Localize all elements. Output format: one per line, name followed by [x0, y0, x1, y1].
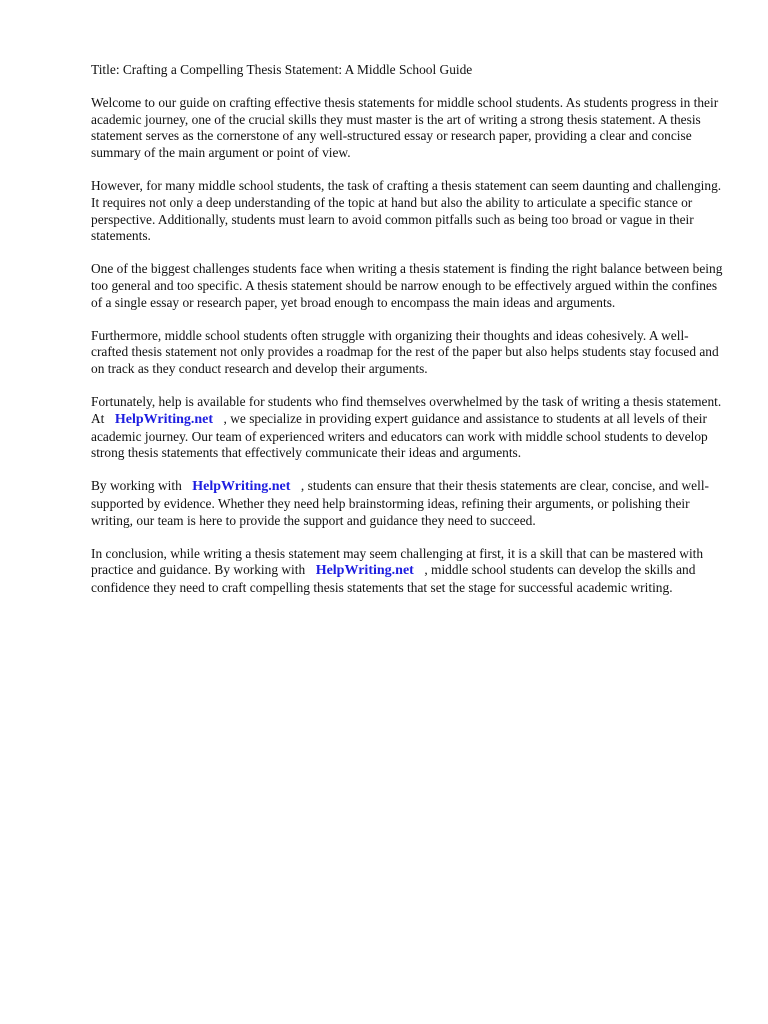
helpwriting-link-3[interactable]: HelpWriting.net	[315, 563, 414, 579]
document-page	[91, 62, 723, 613]
paragraph-intro: Welcome to our guide on crafting effective thesis statements for middle school students. As students progress in their academic journey, one of the crucial skills they must master is the art of writing a strong thesis statement. A thesis statement serves as the cornerstone of any well-structured essay or research paper, providing a clear and concise summary of the main argument or point of view.	[91, 94, 719, 161]
paragraph-conclusion-text-before: In conclusion, while writing a thesis statement may seem challenging at first, it is a skill that can be mastered with practice and guidance. By working with	[91, 545, 704, 578]
paragraph-organizing: Furthermore, middle school students often struggle with organizing their thoughts and ideas cohesively. A well-crafted thesis statement not only provides a roadmap for the rest of the paper but also helps students stay focused and on track as they conduct research and develop their arguments.	[91, 327, 719, 377]
paragraph-working-with	[91, 478, 723, 529]
paragraph-working-text-before: By working with	[91, 478, 182, 494]
paragraph-help-text-after: , we specialize in providing expert guidance and assistance to students at all levels of their academic journey. Our team of experienced writers and educators can work with middle school students to develop strong thesis statements that effectively communicate their ideas and arguments.	[91, 410, 708, 461]
paragraph-help	[91, 394, 723, 462]
document-title: Title: Crafting a Compelling Thesis Statement: A Middle School Guide	[91, 62, 473, 77]
paragraph-balance: One of the biggest challenges students face when writing a thesis statement is finding the right balance between being too general and too specific. A thesis statement should be narrow enough to be effectively argued within the confines of a single essay or research paper, yet broad enough to encompass the main ideas and arguments.	[91, 261, 723, 310]
paragraph-challenges: However, for many middle school students, the task of crafting a thesis statement can seem daunting and challenging. It requires not only a deep understanding of the topic at hand but also the ability to articulate a specific stance or perspective. Additionally, students must learn to avoid common pitfalls such as being too broad or vague in their statements.	[91, 177, 722, 244]
paragraph-working-text-after: , students can ensure that their thesis statements are clear, concise, and well-supported by evidence. Whether they need help brainstorming ideas, refining their arguments, or polishing their writing, our team is here to provide the support and guidance they need to succeed.	[91, 478, 710, 528]
paragraph-help-text-before: Fortunately, help is available for students who find themselves overwhelmed by the task of writing a thesis statement. At	[91, 393, 722, 426]
paragraph-conclusion-text-after: , middle school students can develop the skills and confidence they need to craft compelling thesis statements that set the stage for successful academic writing.	[91, 562, 696, 596]
helpwriting-link-2[interactable]: HelpWriting.net	[192, 479, 291, 495]
paragraph-conclusion	[91, 546, 723, 597]
helpwriting-link-1[interactable]: HelpWriting.net	[114, 411, 214, 427]
